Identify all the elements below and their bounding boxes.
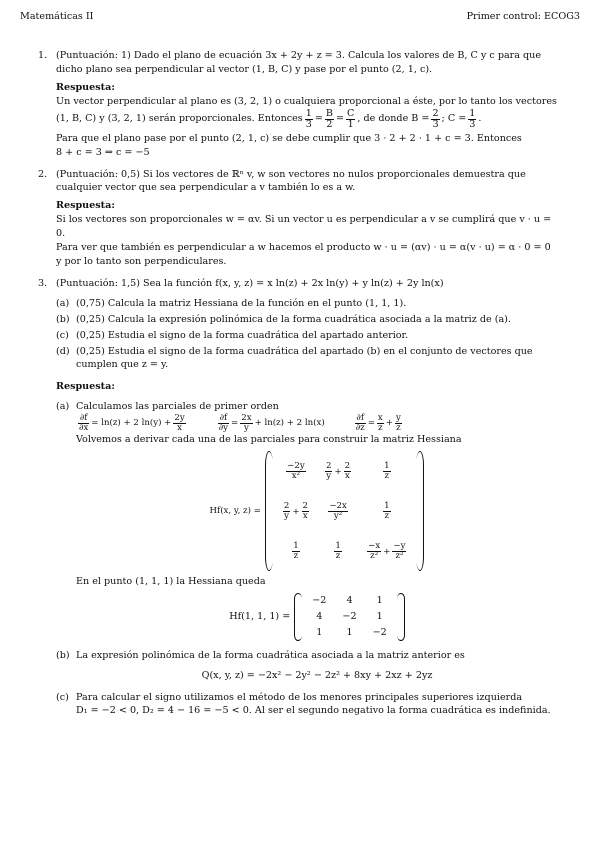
first-partials: $\frac{\partial f}{\partial x}$ = ln(z) + 2 ln(y) + $\frac{2y}{x}$ $\frac{\partial f}{\partial y}$ = $\frac{2x}{y}$ + ln(z) + 2 ln(x) $\frac{\partial f}{\partial z}$ = $\frac{x}{z}$ + $\frac{y}{z}$	[79, 413, 401, 434]
answer-heading: Respuesta:	[56, 200, 115, 212]
problem-3	[38, 277, 558, 718]
matrix-cell: −2	[342, 610, 357, 622]
matrix-cell: 1	[376, 595, 383, 606]
answer-text: Para ver que también es perpendicular a w hacemos el producto w · u = (αv) · u = α(v · u) = α · 0 = 0	[56, 242, 551, 254]
answer-a: (a) Calculamos las parciales de primer orden $\frac{\partial f}{\partial x}$ = ln(z) + 2 ln(y) + $\frac{2y}{x}$ $\frac{\partial f}{\partial y}$ = $\frac{2x}{y}$ + ln(z) + 2 ln(x) $\frac{\partial f}{\partial z}$ = $\frac{x}{z}$ + $\frac{y}{z}$ Volvemos a derivar cada una de las parciales para construir la matriz Hessiana Hf(x, y, z) = $\frac{-2y}{\text{x²}}$ $\frac{2}{y}$ + $\frac{2}{x}$ $\frac{1}{z}$ $\frac{2}{y}$ + $\frac{2}{x}$ $\frac{-2x}{\text{y²}}$ $\frac{1}{z}$ $\frac{1}{z}$ $\frac{1}{z}$ $\frac{-x}{\text{z²}}$ + $\frac{-y}{\text{z²}}$ En el punto (1, 1, 1) la Hessiana queda Hf(1, 1, 1) = −2 4 1 4 −2 1 1 1 −2	[56, 400, 558, 640]
answer-text: Para que el plano pase por el punto (2, 1, c) se debe cumplir que 3 · 2 + 2 · 1 + c = 3. Entonces	[56, 132, 522, 144]
subquestion-b: (b) (0,25) Calcula la expresión polinómica de la forma cuadrática asociada a la matriz de (a).	[56, 313, 511, 325]
matrix-cell: 4	[316, 610, 323, 622]
subquestion-c: (c) (0,25) Estudia el signo de la forma cuadrática del apartado anterior.	[56, 329, 409, 341]
subquestion-d: (d) (0,25) Estudia el signo de la forma cuadrática del apartado (b) en el conjunto de vectores que cumplen que z = y.	[56, 345, 533, 371]
hessian-point-matrix	[294, 593, 404, 641]
problem-number: 1.	[38, 50, 48, 61]
matrix-cell: 1	[346, 626, 353, 638]
exam-title: Primer control: ECOG3	[466, 11, 580, 22]
answer-heading: Respuesta:	[56, 81, 115, 93]
problem-statement-cont: cualquier vector que sea perpendicular a v también lo es a w.	[56, 182, 356, 194]
matrix-cell: 4	[346, 595, 353, 606]
matrix-cell: −2	[372, 626, 387, 638]
matrix-cell: −2	[312, 595, 327, 606]
problem-statement: (Puntuación: 1,5) Sea la función f(x, y, z) = x ln(z) + 2x ln(y) + y ln(z) + 2y ln(x)	[56, 277, 444, 289]
course-title: Matemáticas II	[20, 11, 94, 22]
page-header	[20, 10, 580, 24]
fraction: $\frac{2}{3}$	[432, 107, 439, 130]
problem-statement: (Puntuación: 1) Dado el plano de ecuación 3x + 2y + z = 3. Calcula los valores de B, C y c para que	[56, 50, 542, 61]
answer-text: 8 + c = 3 ⇒ c = −5	[56, 146, 150, 158]
subquestion-a: (a) (0,75) Calcula la matriz Hessiana de la función en el punto (1, 1, 1).	[56, 297, 407, 309]
problem-1	[38, 49, 558, 160]
answer-text: Si los vectores son proporcionales w = αv. Si un vector u es perpendicular a v se cumplirá que v · u = 0.	[56, 214, 552, 240]
hessian-general: Hf(x, y, z) = $\frac{-2y}{\text{x²}}$ $\frac{2}{y}$ + $\frac{2}{x}$ $\frac{1}{z}$ $\frac{2}{y}$ + $\frac{2}{x}$ $\frac{-2x}{\text{y²}}$ $\frac{1}{z}$ $\frac{1}{z}$ $\frac{1}{z}$ $\frac{-x}{\text{z²}}$ + $\frac{-y}{\text{z²}}$	[76, 451, 558, 571]
answer-text: y por lo tanto son perpendiculares.	[56, 256, 227, 267]
answer-text: Un vector perpendicular al plano es (3, 2, 1) o cualquiera proporcional a éste, por lo tanto los vectores	[56, 95, 557, 107]
problem-statement: (Puntuación: 0,5) Si los vectores de ℝⁿ v, w son vectores no nulos proporcionales demuestra que	[56, 168, 526, 180]
problem-2	[38, 168, 558, 269]
matrix-cell: 1	[316, 626, 323, 638]
answer-b: (b) La expresión polinómica de la forma cuadrática asociada a la matriz anterior es Q(x, y, z) = −2x² − 2y² − 2z² + 8xy + 2xz + 2yz	[56, 649, 558, 683]
answer-c: (c) Para calcular el signo utilizamos el método de los menores principales superiores izquierda D₁ = −2 < 0, D₂ = 4 − 16 = −5 < 0. Al ser el segundo negativo la forma cuadrática es indefinida.	[56, 691, 551, 717]
answer-heading: Respuesta:	[56, 381, 115, 393]
problem-statement-cont: dicho plano sea perpendicular al vector (1, B, C) y pase por el punto (2, 1, c).	[56, 63, 433, 75]
matrix-cell: 1	[376, 610, 383, 622]
fraction: $\frac{B}{2}$	[325, 107, 333, 130]
hessian-at-point: Hf(1, 1, 1) = −2 4 1 4 −2 1 1 1 −2	[76, 593, 558, 641]
fraction: $\frac{C}{1}$	[347, 107, 355, 130]
proportion-line: (1, B, C) y (3, 2, 1) serán proporcionales. Entonces $\frac{1}{3}$ = $\frac{B}{2}$ = $\frac{C}{1}$ , de donde B = $\frac{2}{3}$ ; C = $\frac{1}{3}$ .	[56, 107, 482, 130]
fraction: $\frac{1}{3}$	[305, 107, 312, 130]
hessian-matrix: $\frac{-2y}{\text{x²}}$ $\frac{2}{y}$ + $\frac{2}{x}$ $\frac{1}{z}$ $\frac{2}{y}$ + $\frac{2}{x}$ $\frac{-2x}{\text{y²}}$ $\frac{1}{z}$ $\frac{1}{z}$ $\frac{1}{z}$ $\frac{-x}{\text{z²}}$ + $\frac{-y}{\text{z²}}$	[265, 451, 425, 571]
problem-number: 2.	[38, 168, 48, 180]
problem-number: 3.	[38, 277, 48, 289]
fraction: $\frac{1}{3}$	[469, 107, 476, 130]
exam-content	[38, 49, 558, 718]
quadratic-form: Q(x, y, z) = −2x² − 2y² − 2z² + 8xy + 2xz + 2yz	[201, 669, 433, 681]
